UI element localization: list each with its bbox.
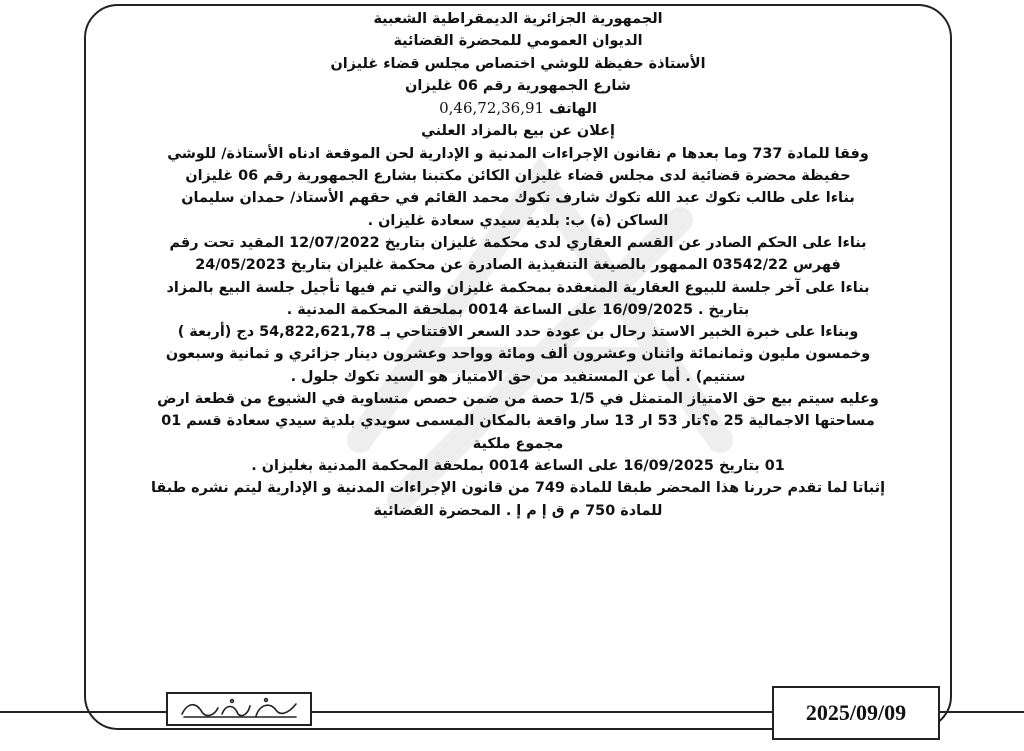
body-line: 01 بتاريخ 16/09/2025 على الساعة 0014 بملحقة المحكمة المدنية بغليزان . <box>251 457 785 474</box>
body-line: مجموع ملكية <box>472 435 564 452</box>
body-line: وخمسون مليون وثمانمائة واثنان وعشرون ألف ومائة وواحد وعشرون دينار جزائري و ثمانية وسبعون <box>165 346 871 363</box>
phone-label: الهاتف <box>549 101 597 118</box>
header-bailiff: الأستاذة حفيظة للوشي اختصاص مجلس قضاء غليزان <box>330 55 706 72</box>
body-line: وفقا للمادة 737 وما بعدها م نقانون الإجراءات المدنية و الإدارية لحن الموقعة ادناه الأستاذة/ للوشي <box>167 145 869 162</box>
body-line: بتاريخ . 16/09/2025 على الساعة 0014 بملحقة المحكمة المدنية . <box>286 301 750 318</box>
phone-number: 0,46,72,36,91 <box>439 99 545 118</box>
body-line: مساحتها الاجمالية 25 ه؟تار 53 ار 13 سار واقعة بالمكان المسمى سويدي بلدية سيدي سعادة قسم 01 <box>161 413 875 430</box>
body-line: بناءا على آخر جلسة للبيوع العقارية المنعقدة بمحكمة غليزان والتي تم فيها تأجيل جلسة البيع بالمزاد <box>166 279 870 296</box>
header-office: الديوان العمومي للمحضرة القضائية <box>393 33 643 50</box>
header-address: شارع الجمهورية رقم 06 غليزان <box>405 77 631 94</box>
notice-title: إعلان عن بيع بالمزاد العلني <box>421 123 615 140</box>
newspaper-logo <box>166 692 312 726</box>
publication-date: 2025/09/09 <box>772 686 940 740</box>
body-line: وبناءا على خبرة الخبير الاستذ رحال بن عودة حدد السعر الافتتاحي بـ 54,822,621,78 دج (أربعة ) <box>177 324 859 341</box>
body-line: سنتيم) . أما عن المستفيد من حق الامتياز هو السيد تكوك جلول . <box>290 368 746 385</box>
body-line: حفيظة محضرة قضائية لدى مجلس قضاء غليزان الكائن مكتبنا بشارع الجمهورية رقم 06 غليزان <box>185 168 851 185</box>
body-line: وعليه سيتم بيع حق الامتياز المتمثل في 1/5 حصة من ضمن حصص متساوية في الشيوع من قطعة ارض <box>157 391 879 408</box>
header-phone <box>100 97 936 120</box>
body-line: إثباتا لما تقدم حررنا هذا المحضر طبقا للمادة 749 من قانون الإجراءات المدنية و الإدارية ليتم نشره طبقا <box>150 480 886 497</box>
body-line: فهرس 03542/22 الممهور بالصيغة التنفيذية الصادرة عن محكمة غليزان بتاريخ 24/05/2023 <box>195 257 841 274</box>
newspaper-logo-icon <box>174 696 304 722</box>
notice-body <box>100 8 936 522</box>
body-line: الساكن (ة) ب: بلدية سيدي سعادة غليزان . <box>367 212 669 229</box>
header-republic: الجمهورية الجزائرية الديمقراطية الشعبية <box>373 11 663 27</box>
body-line: بناءا على طالب تكوك عبد الله تكوك شارف تكوك محمد القائم في حقهم الأستاذ/ حمدان سليمان <box>181 190 855 207</box>
body-line: بناءا على الحكم الصادر عن القسم العقاري لدى محكمة غليزان بتاريخ 12/07/2022 المقيد تحت رقم <box>169 234 867 251</box>
body-line: للمادة 750 م ق إ م إ . المحضرة القضائية <box>373 502 663 519</box>
